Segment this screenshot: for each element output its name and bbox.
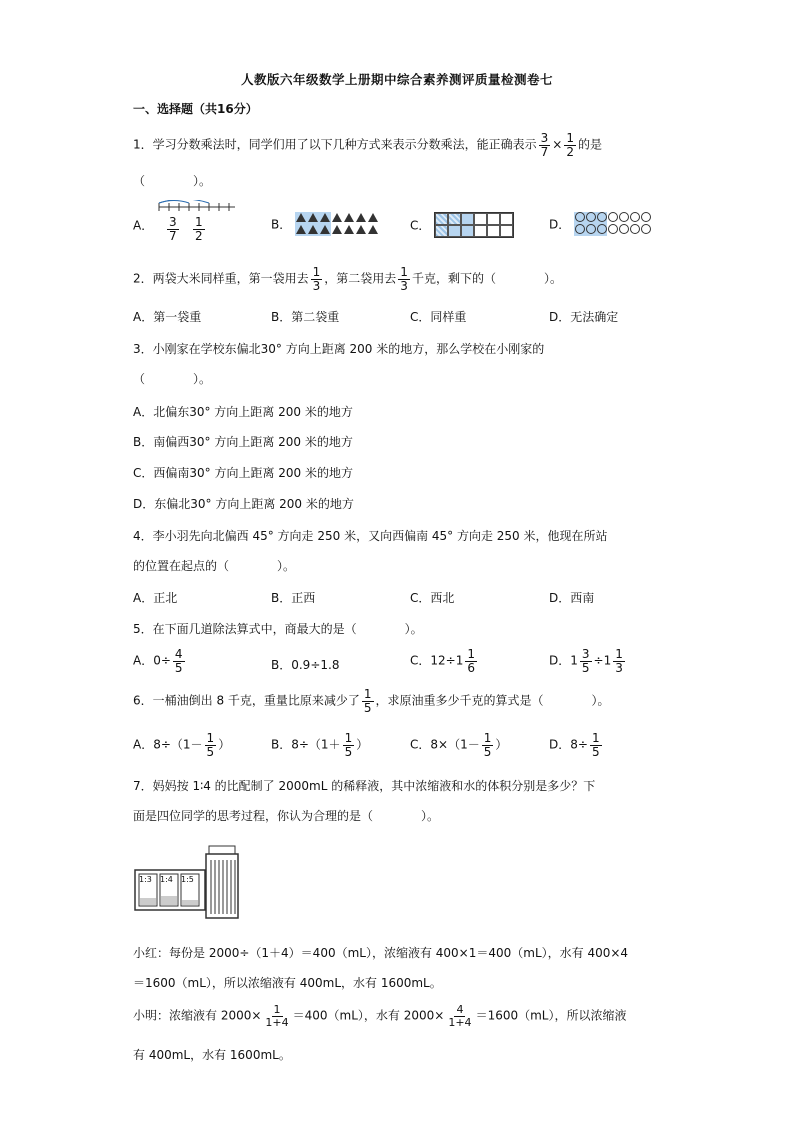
question-5: 5．在下面几道除法算式中，商最大的是（ ）。: [133, 622, 423, 636]
option-b[interactable]: B．南偏西30° 方向上距离 200 米的地方: [133, 435, 353, 449]
fraction: $\frac{3}{7}$: [540, 131, 549, 159]
section-heading: 一、选择题（共16分）: [133, 102, 258, 116]
option-b[interactable]: B．第二袋重: [271, 310, 340, 324]
option-d[interactable]: D．1 $\frac{3}{5}$ ÷1 $\frac{1}{3}$: [549, 647, 623, 675]
grid-diagram: [434, 212, 514, 238]
number-line-diagram: [157, 200, 237, 250]
question-7-cont: 面是四位同学的思考过程，你认为合理的是（ ）。: [133, 809, 440, 823]
fraction: $\frac{4}{5}$: [174, 647, 183, 675]
option-c[interactable]: C．: [410, 212, 514, 238]
option-a[interactable]: A．8÷（1－ $\frac{1}{5}$ ）: [133, 731, 231, 759]
option-d[interactable]: D．无法确定: [549, 310, 619, 324]
fraction: $\frac{1}{3}$: [400, 265, 408, 293]
option-c[interactable]: C．8×（1－ $\frac{1}{5}$ ）: [410, 731, 508, 759]
fraction: $\frac{1}{5}$: [344, 731, 353, 759]
fraction: $\frac{1}{6}$: [467, 647, 475, 675]
option-c[interactable]: C．西偏南30° 方向上距离 200 米的地方: [133, 466, 353, 480]
answer-blank: （ ）。: [133, 174, 212, 188]
xiaohong-line-2: ＝1600（mL），所以浓缩液有 400mL，水有 1600mL。: [133, 976, 442, 990]
option-d[interactable]: D．: [549, 212, 654, 236]
fraction: $\frac{1}{5}$: [483, 731, 492, 759]
fraction: $\frac{3}{5}$: [581, 647, 590, 675]
page-title: 人教版六年级数学上册期中综合素养测评质量检测卷七: [240, 72, 553, 87]
fraction: $\frac{4}{1+4}$: [448, 1003, 472, 1029]
ratio-label: 1:3: [139, 875, 152, 884]
xiaoming-line-1: 小明：浓缩液有 2000× $\frac{1}{1+4}$ ＝400（mL），水有 2000× $\frac{4}{1+4}$ ＝1600（mL），所以浓缩液: [133, 1003, 627, 1029]
option-a[interactable]: A． $\frac{3}{7}$ $\frac{1}{2}$: [133, 200, 237, 250]
question-text: 1．学习分数乘法时，同学们用了以下几种方式来表示分数乘法，能正确表示: [133, 137, 537, 152]
question-3: 3．小刚家在学校东偏北30° 方向上距离 200 米的地方，那么学校在小刚家的: [133, 342, 545, 356]
question-4-cont: 的位置在起点的（ ）。: [133, 559, 296, 573]
option-b[interactable]: B．0.9÷1.8: [271, 658, 340, 672]
fraction: $\frac{1}{5}$: [591, 731, 600, 759]
triangles-diagram: [295, 212, 379, 236]
ratio-label: 1:5: [181, 875, 194, 884]
fraction: $\frac{3}{7}$: [169, 215, 177, 243]
ratio-label: 1:4: [160, 875, 173, 884]
xiaohong-line-1: 小红：每份是 2000÷（1＋4）＝400（mL），浓缩液有 400×1＝400（mL），水有 400×4: [133, 946, 629, 960]
mixing-illustration: [133, 838, 243, 920]
fraction: $\frac{1}{1+4}$: [265, 1003, 289, 1029]
option-a[interactable]: A．0÷ $\frac{4}{5}$: [133, 647, 183, 675]
number-line-icon: [157, 200, 237, 214]
question-2: 2．两袋大米同样重，第一袋用去 $\frac{1}{3}$ ，第二袋用去 $\frac{1}{3}$ 千克，剩下的（ ）。: [133, 265, 562, 293]
option-a[interactable]: A．第一袋重: [133, 310, 202, 324]
question-1: 1．学习分数乘法时，同学们用了以下几种方式来表示分数乘法，能正确表示 $\frac{3}{7}$ × $\frac{1}{2}$ 的是: [133, 131, 602, 159]
option-b[interactable]: B．: [271, 212, 379, 236]
fraction: $\frac{1}{3}$: [615, 647, 623, 675]
option-b[interactable]: B．正西: [271, 591, 316, 605]
fraction: $\frac{1}{5}$: [363, 687, 372, 715]
option-c[interactable]: C．12÷1 $\frac{1}{6}$: [410, 647, 475, 675]
fraction: $\frac{1}{2}$: [566, 131, 574, 159]
option-d[interactable]: D．西南: [549, 591, 595, 605]
option-a[interactable]: A．北偏东30° 方向上距离 200 米的地方: [133, 405, 353, 419]
option-c[interactable]: C．同样重: [410, 310, 467, 324]
question-7: 7．妈妈按 1∶4 的比配制了 2000mL 的稀释液，其中浓缩液和水的体积分别是多少？下: [133, 779, 596, 793]
option-b[interactable]: B．8÷（1＋ $\frac{1}{5}$ ）: [271, 731, 369, 759]
question-4: 4．李小羽先向北偏西 45° 方向走 250 米，又向西偏南 45° 方向走 250 米，他现在所站: [133, 529, 608, 543]
option-a[interactable]: A．正北: [133, 591, 178, 605]
circles-diagram: [574, 212, 654, 236]
question-6: 6．一桶油倒出 8 千克，重量比原来减少了 $\frac{1}{5}$ ，求原油重多少千克的算式是（ ）。: [133, 687, 610, 715]
option-d[interactable]: D．8÷ $\frac{1}{5}$: [549, 731, 600, 759]
option-c[interactable]: C．西北: [410, 591, 455, 605]
answer-blank: （ ）。: [133, 372, 212, 386]
xiaoming-line-2: 有 400mL，水有 1600mL。: [133, 1048, 291, 1062]
option-d[interactable]: D．东偏北30° 方向上距离 200 米的地方: [133, 497, 354, 511]
fraction: $\frac{1}{2}$: [195, 215, 203, 243]
fraction: $\frac{1}{5}$: [206, 731, 215, 759]
fraction: $\frac{1}{3}$: [312, 265, 321, 293]
